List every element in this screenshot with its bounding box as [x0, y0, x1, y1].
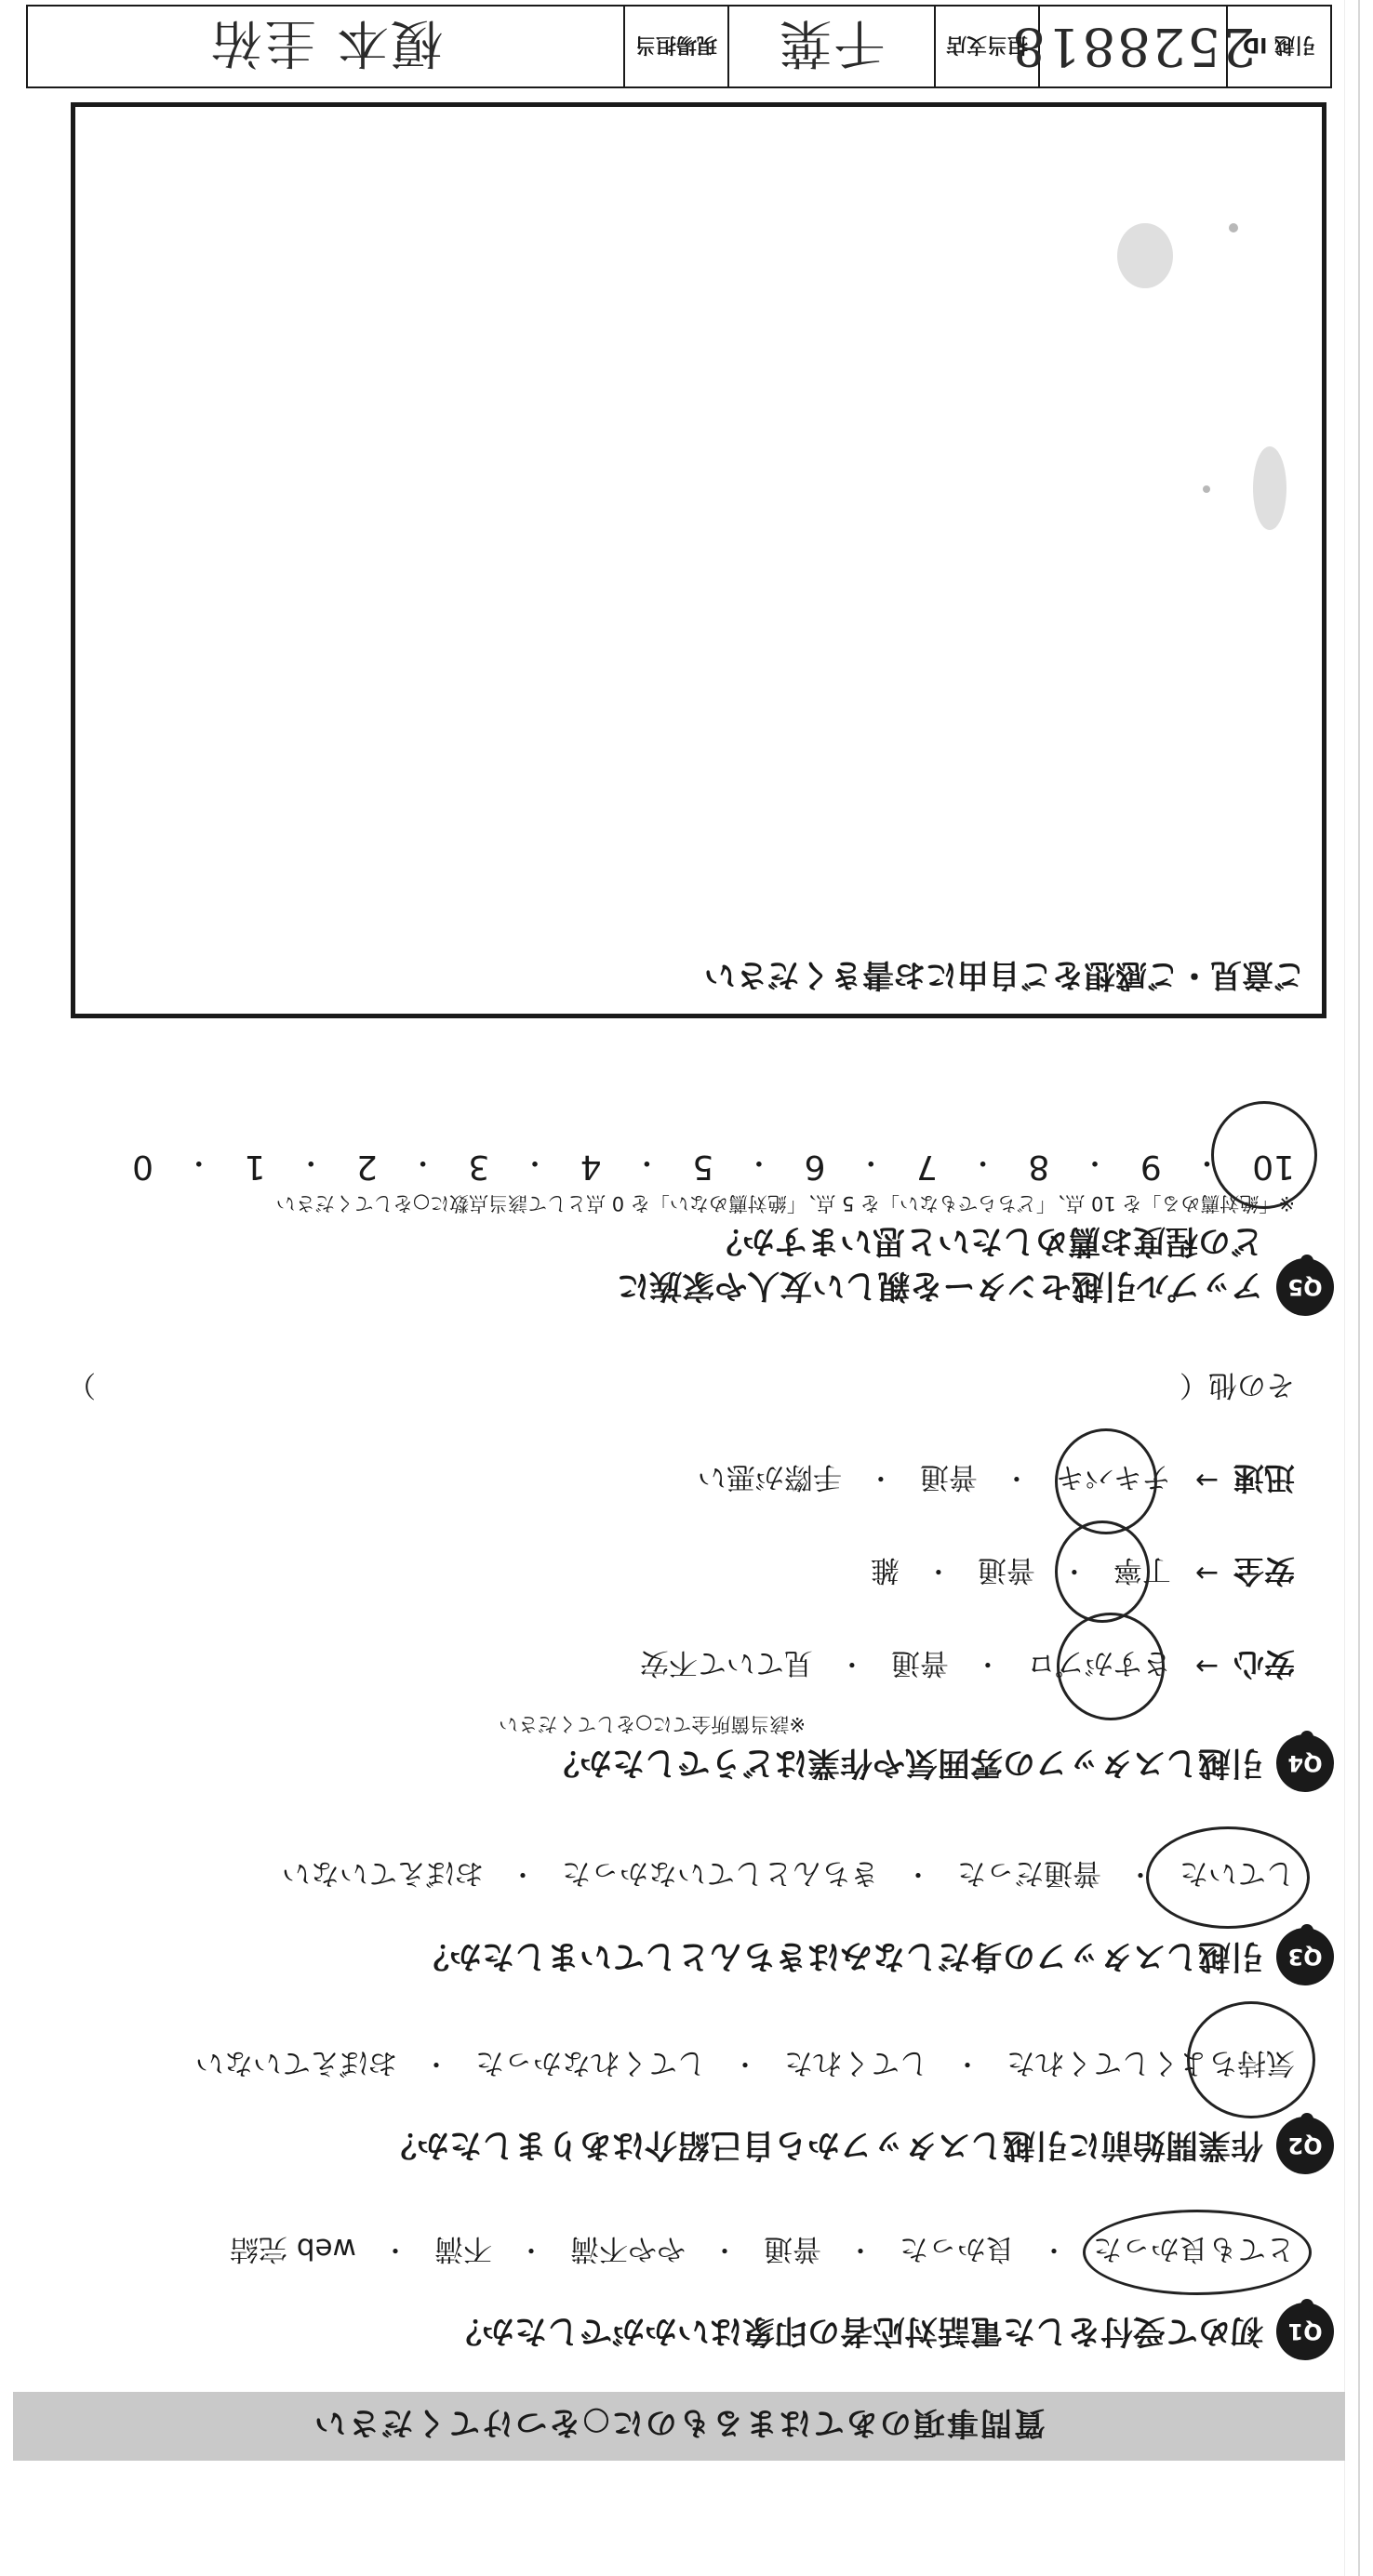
q2-options: 気持ちよくしてくれた ・ してくれた ・ してくれなかった ・ おぼえていない	[195, 2045, 1295, 2087]
q5-badge: Q5	[1276, 1258, 1334, 1316]
q4-row-label: 迅速	[1233, 1460, 1295, 1496]
leader-label: 現場担当	[635, 33, 718, 57]
instruction-bar	[13, 2392, 1345, 2461]
leader-label-cell	[623, 7, 727, 86]
q4-other-close: ）	[67, 1368, 96, 1401]
scan-edge	[1358, 0, 1360, 2576]
arrow-right-icon: →	[1194, 1650, 1219, 1682]
comment-label: ご意見・ご感想をご自由にお書きください	[704, 956, 1305, 993]
scan-edge-inner	[1344, 0, 1345, 2576]
q1-question: 初めて受付をした電話対応者の印象はいかがでしたか？	[448, 2312, 1263, 2349]
id-value: 2528818	[1010, 16, 1256, 77]
scan-speckle	[1117, 223, 1173, 288]
branch-value-cell	[727, 7, 934, 86]
q1-options: とても良かった ・ 良かった ・ 普通 ・ やや不満 ・ 不満 ・ web 完結	[230, 2231, 1295, 2273]
header-table	[26, 5, 1332, 88]
q4-badge: Q4	[1276, 1734, 1334, 1792]
id-label: 引越 ID	[1242, 33, 1316, 57]
scale-option[interactable]: 3	[468, 1148, 490, 1186]
q3-option[interactable]: きちんとしていなかった	[561, 1856, 879, 1890]
scale-option[interactable]: 8	[1028, 1148, 1050, 1186]
q3-option[interactable]: 普通だった	[956, 1856, 1101, 1890]
q4-row-anzen: 安全 → 丁寧 ・ 普通 ・ 雑	[871, 1551, 1295, 1595]
q4-question: 引越しスタッフの雰囲気や作業はどうでしたか？	[546, 1744, 1263, 1781]
q4-option[interactable]: 手際が悪い	[697, 1460, 842, 1494]
q4-jinsoku-hand-circle	[1055, 1428, 1157, 1534]
q2-option[interactable]: してくれた	[783, 2046, 928, 2079]
q2-option[interactable]: 気持ちよくしてくれた	[1006, 2046, 1295, 2079]
scan-speckle	[1203, 485, 1210, 493]
q1-option[interactable]: やや不満	[569, 2232, 686, 2265]
scale-option[interactable]: 2	[355, 1148, 378, 1186]
q3-option[interactable]: おぼえていない	[281, 1856, 484, 1890]
q1-option[interactable]: 良かった	[899, 2232, 1015, 2265]
q2-hand-circle	[1187, 2001, 1315, 2118]
q2-badge: Q2	[1276, 2117, 1334, 2174]
leader-value: 榎本 圭祐	[208, 12, 443, 73]
branch-value: 千葉	[778, 12, 886, 73]
id-value-cell	[1010, 7, 1256, 86]
scale-option[interactable]: 1	[244, 1148, 266, 1186]
q1-badge: Q1	[1276, 2303, 1334, 2360]
q5-question-line1: アップル引越センターを親しい友人や家族に	[617, 1267, 1263, 1304]
q3-badge: Q3	[1276, 1928, 1334, 1985]
q1-option[interactable]: 普通	[763, 2232, 821, 2265]
q4-option[interactable]: 雑	[870, 1553, 900, 1587]
q2-option[interactable]: してくれなかった	[474, 2046, 706, 2079]
arrow-right-icon: →	[1194, 1557, 1219, 1589]
q4-anzen-hand-circle	[1055, 1520, 1150, 1623]
branch-label: 担当支店	[946, 33, 1029, 57]
q4-option[interactable]: 見ていて不安	[639, 1646, 813, 1680]
q4-row-anshin: 安心 → さすがプロ ・ 普通 ・ 見ていて不安	[640, 1644, 1295, 1688]
arrow-right-icon: →	[1194, 1464, 1219, 1496]
scale-option[interactable]: 6	[804, 1148, 826, 1186]
q4-row-label: 安心	[1233, 1646, 1295, 1682]
q4-row-jinsoku: 迅速 → テキパキ ・ 普通 ・ 手際が悪い	[698, 1458, 1295, 1502]
q5-note: ※「絶対薦める」を 10 点、「どちらでもない」を 5 点、「絶対薦めない」を 0 点として該当点数に○をしてください	[275, 1192, 1295, 1215]
q4-row-label: 安全	[1233, 1553, 1295, 1589]
q4-anshin-hand-circle	[1057, 1613, 1165, 1720]
q4-other-row	[67, 1367, 1295, 1409]
q1-option[interactable]: 不満	[433, 2232, 492, 2265]
q3-options: していた ・ 普通だった ・ きちんとしていなかった ・ おぼえていない	[282, 1855, 1295, 1897]
branch-label-cell	[934, 7, 1038, 86]
q5-question-line2: どの程度お薦めしたいと思いますか？	[709, 1222, 1263, 1259]
scan-speckle	[1253, 446, 1286, 530]
leader-value-cell	[28, 7, 623, 86]
scale-option[interactable]: 0	[132, 1148, 154, 1186]
q2-question: 作業開始前に引越しスタッフから自己紹介はありましたか？	[383, 2126, 1263, 2163]
q1-option[interactable]: とても良かった	[1093, 2232, 1295, 2265]
q4-option[interactable]: 普通	[919, 1460, 978, 1494]
scan-speckle	[1229, 223, 1238, 232]
q3-option[interactable]: していた	[1180, 1856, 1295, 1890]
q5-scale: 10 ・ 9 ・ 8 ・ 7 ・ 6 ・ 5 ・ 4 ・ 3 ・ 2 ・ 1 ・ 0	[132, 1146, 1295, 1186]
q1-hand-circle	[1083, 2210, 1312, 2295]
q4-other-label: その他（	[1180, 1368, 1295, 1401]
scale-option[interactable]: 10	[1252, 1148, 1295, 1186]
scale-option[interactable]: 5	[692, 1148, 714, 1186]
q2-option[interactable]: おぼえていない	[194, 2046, 397, 2079]
scale-option[interactable]: 4	[580, 1148, 602, 1186]
q4-option[interactable]: 普通	[890, 1646, 949, 1680]
q5-hand-circle	[1211, 1101, 1317, 1209]
q3-hand-circle	[1146, 1826, 1310, 1929]
q4-option[interactable]: 丁寧	[1113, 1553, 1171, 1587]
q3-question: 引越しスタッフの身だしなみはきちんとしていましたか？	[416, 1937, 1263, 1974]
instruction-text: 質問事項のあてはまるものに○をつけてください	[313, 2404, 1046, 2442]
q4-option[interactable]: さすがプロ	[1026, 1646, 1171, 1680]
scale-option[interactable]: 7	[915, 1148, 938, 1186]
q4-note: ※該当箇所全てに○をしてください	[499, 1713, 806, 1735]
q1-option[interactable]: web 完結	[229, 2232, 356, 2265]
comment-box[interactable]	[71, 102, 1326, 1018]
q4-option[interactable]: 普通	[977, 1553, 1035, 1587]
q4-option[interactable]: テキパキ	[1055, 1460, 1171, 1494]
scale-option[interactable]: 9	[1140, 1148, 1162, 1186]
